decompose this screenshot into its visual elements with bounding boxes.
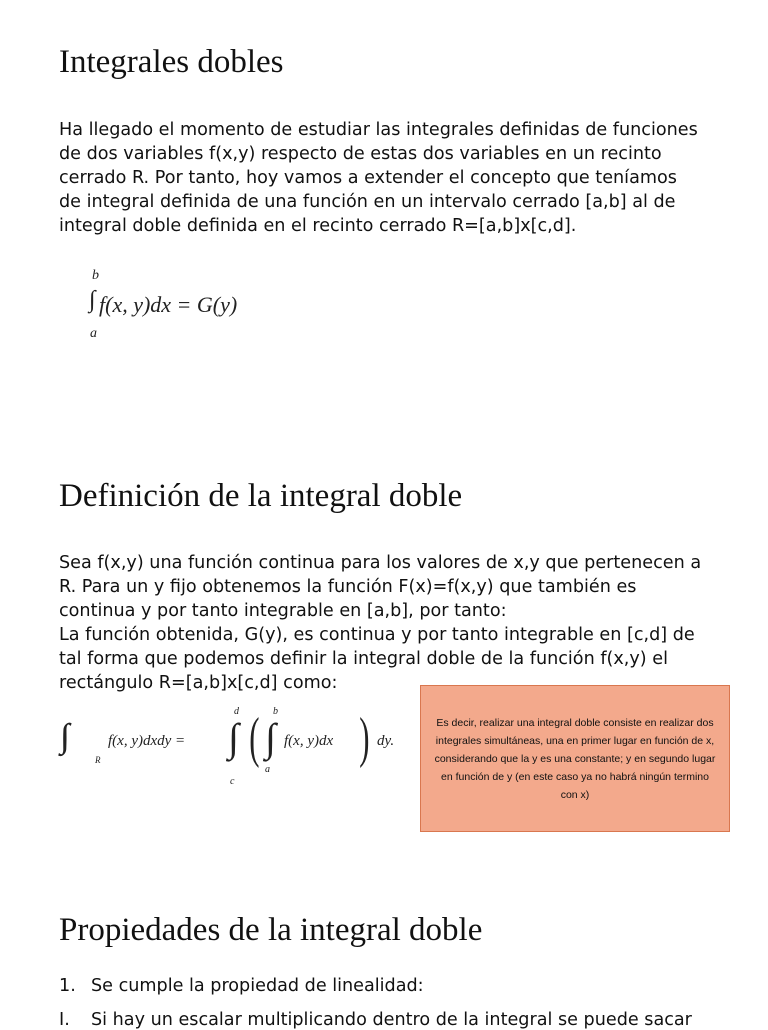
- region-label: R: [95, 755, 101, 765]
- paragraph-line: tal forma que podemos definir la integral doble de la función f(x,y) el: [59, 649, 668, 669]
- outer-integral-sign-icon: ∫: [228, 715, 239, 760]
- integral-sign-icon: ∫: [89, 287, 96, 313]
- outer-lower-limit: c: [230, 776, 235, 787]
- paragraph-line: de dos variables f(x,y) respecto de estas dos variables en un recinto: [59, 144, 662, 164]
- inner-integral-sign-icon: ∫: [265, 715, 276, 760]
- paragraph-line: La función obtenida, G(y), es continua y por tanto integrable en [c,d] de: [59, 625, 695, 645]
- formula-lower-limit: a: [90, 326, 97, 341]
- paragraph-line: cerrado R. Por tanto, hoy vamos a extender el concepto que teníamos: [59, 168, 677, 188]
- inner-upper-limit: b: [273, 706, 278, 717]
- explanation-callout: [420, 685, 730, 832]
- list-item: [59, 976, 424, 996]
- section-title-integrales-dobles: Integrales dobles: [59, 44, 284, 80]
- list-item: [59, 1010, 692, 1030]
- formula-tail: dy.: [377, 733, 395, 749]
- list-text: Si hay un escalar multiplicando dentro de la integral se puede sacar: [91, 1010, 692, 1030]
- inner-lower-limit: a: [265, 764, 270, 775]
- callout-text: Es decir, realizar una integral doble consiste en realizar dos integrales simultáneas, una en primer lugar en función de x, considerando que la y es una constante; y en segundo lugar en función de y (en este caso ya no habrá ningún termino con x): [434, 716, 716, 801]
- double-integral-left-side: f(x, y)dxdy =: [108, 733, 186, 749]
- formula-body: f(x, y)dx = G(y): [99, 292, 238, 317]
- paragraph-line: de integral definida de una función en un intervalo cerrado [a,b] al de: [59, 192, 676, 212]
- list-number: 1.: [59, 976, 76, 996]
- right-paren-icon: ): [359, 707, 370, 769]
- intro-paragraph: [59, 118, 729, 238]
- list-number: I.: [59, 1010, 70, 1030]
- double-integral-sign-icon: ∫∫: [60, 718, 61, 755]
- outer-upper-limit: d: [234, 706, 239, 717]
- formula-upper-limit: b: [92, 268, 99, 283]
- paragraph-line: rectángulo R=[a,b]x[c,d] como:: [59, 673, 338, 693]
- left-paren-icon: (: [249, 707, 260, 769]
- section-title-definicion: Definición de la integral doble: [59, 478, 463, 514]
- section-title-propiedades: Propiedades de la integral doble: [59, 912, 483, 948]
- paragraph-line: integral doble definida en el recinto cerrado R=[a,b]x[c,d].: [59, 216, 577, 236]
- paragraph-line: Ha llegado el momento de estudiar las integrales definidas de funciones: [59, 120, 698, 140]
- paragraph-line: continua y por tanto integrable en [a,b], por tanto:: [59, 601, 507, 621]
- list-text: Se cumple la propiedad de linealidad:: [91, 976, 424, 996]
- definition-paragraph: [59, 551, 729, 695]
- inner-integrand: f(x, y)dx: [284, 733, 334, 749]
- paragraph-line: Sea f(x,y) una función continua para los valores de x,y que pertenecen a: [59, 553, 702, 573]
- paragraph-line: R. Para un y fijo obtenemos la función F(x)=f(x,y) que también es: [59, 577, 637, 597]
